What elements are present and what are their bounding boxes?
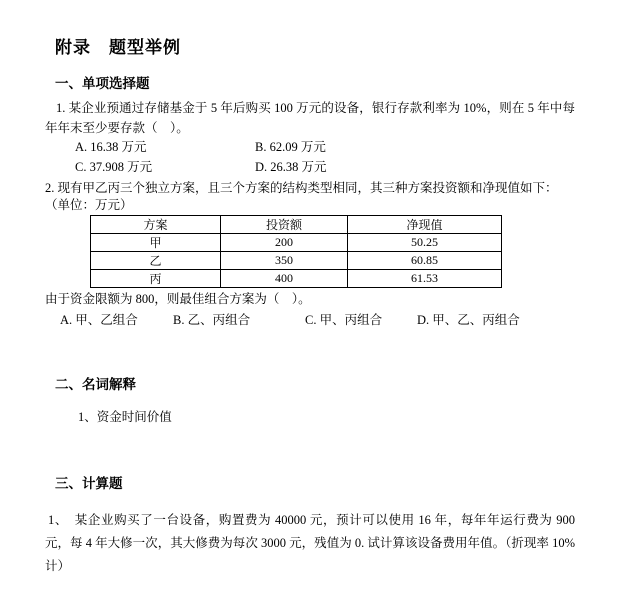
question-1-options-row-2	[75, 158, 575, 178]
q1-option-a: A. 16.38 万元	[75, 140, 147, 154]
header-cell-investment: 投资额	[221, 216, 348, 234]
cell-npv: 61.53	[348, 270, 502, 288]
q1-option-c: C. 37.908 万元	[75, 159, 153, 174]
q2-option-d: D. 甲、乙、丙组合	[417, 313, 520, 327]
calc-question-1-text: 1、 某企业购买了一台设备，购置费为 40000 元，预计可以使用 16 年，每年年运行费为 900 元，每 4 年大修一次，其大修费为每次 3000 元，残值为 0. 试计算该设备费用年值。（折现率 10%计）	[45, 513, 575, 573]
term-item-1: 1、资金时间价值	[78, 410, 172, 424]
question-2-options	[60, 313, 575, 328]
cell-investment: 400	[221, 270, 348, 288]
table-row	[91, 270, 502, 288]
question-2-followup: 由于资金限额为 800，则最佳组合方案为（ ）。	[45, 292, 311, 306]
table-row	[91, 252, 502, 270]
unit-note: （单位：万元）	[45, 198, 133, 212]
cell-investment: 350	[221, 252, 348, 270]
question-1-text: 1. 某企业预通过存储基金于 5 年后购买 100 万元的设备，银行存款利率为 10%，则在 5 年中每年年末至少要存款（ ）。	[45, 101, 575, 135]
cell-scheme: 甲	[91, 234, 221, 252]
header-cell-npv: 净现值	[348, 216, 502, 234]
question-1-options	[45, 138, 575, 177]
cell-npv: 50.25	[348, 234, 502, 252]
table-header-row	[91, 216, 502, 234]
schemes-table	[90, 215, 502, 288]
question-2-text: 2. 现有甲乙丙三个独立方案，且三个方案的结构类型相同，其三种方案投资额和净现值如下：	[45, 181, 558, 195]
q2-option-c: C. 甲、丙组合	[305, 313, 383, 327]
section-terms-heading: 二、名词解释	[55, 377, 136, 392]
table-row	[91, 234, 502, 252]
cell-scheme: 乙	[91, 252, 221, 270]
q2-option-a: A. 甲、乙组合	[60, 313, 138, 327]
cell-investment: 200	[221, 234, 348, 252]
q1-option-b: B. 62.09 万元	[255, 140, 326, 154]
section-choice-heading: 一、单项选择题	[55, 76, 150, 91]
question-1-options-row-1	[75, 138, 575, 158]
header-cell-scheme: 方案	[91, 216, 221, 234]
section-calc-heading: 三、计算题	[55, 476, 123, 491]
q2-option-b: B. 乙、丙组合	[173, 313, 251, 327]
cell-scheme: 丙	[91, 270, 221, 288]
cell-npv: 60.85	[348, 252, 502, 270]
q1-option-d: D. 26.38 万元	[255, 159, 327, 174]
document-title: 附录 题型举例	[55, 38, 181, 57]
